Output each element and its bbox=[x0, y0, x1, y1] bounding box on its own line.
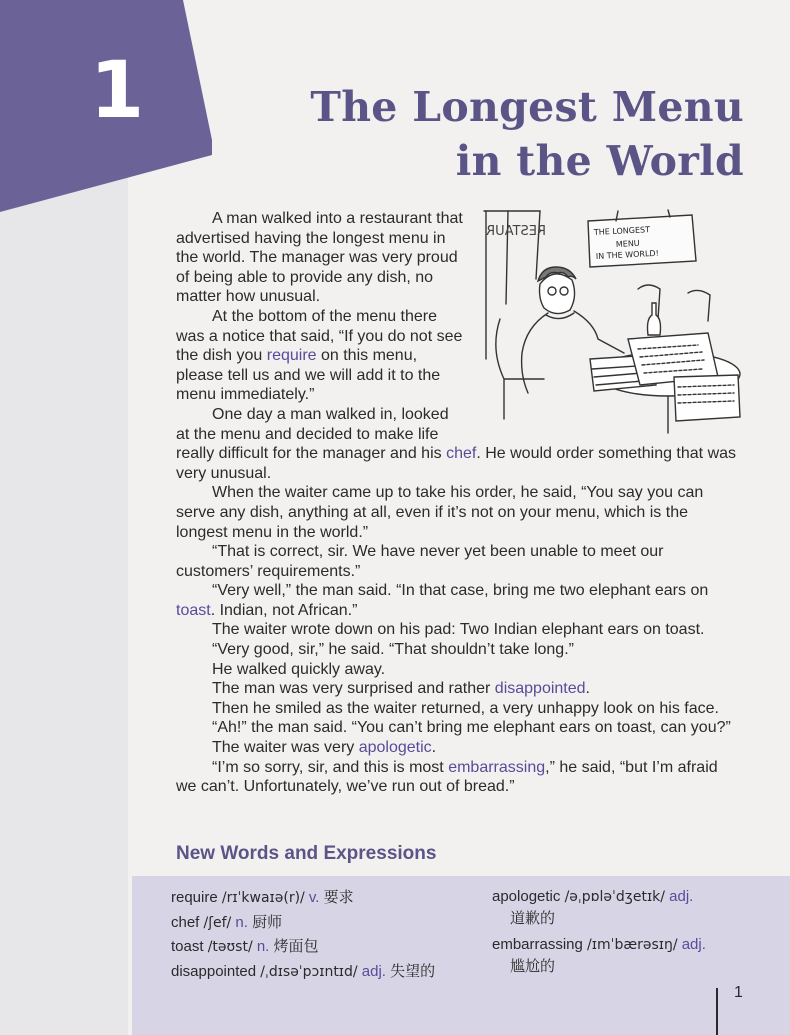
page-number: 1 bbox=[734, 984, 743, 1001]
page-number-rule bbox=[716, 988, 718, 1035]
vocab-entry: require /rɪˈkwaɪə(r)/ v. 要求 bbox=[171, 889, 354, 906]
paragraph-12: “Ah!” the man said. “You can’t bring me elephant ears on toast, can you?” bbox=[212, 719, 731, 737]
vocab-column-left bbox=[171, 886, 496, 984]
vocab-highlight: embarrassing bbox=[448, 758, 546, 776]
restaurant-illustration bbox=[478, 209, 742, 436]
sign-line-1: THE LONGEST bbox=[593, 225, 651, 237]
vocab-highlight: toast bbox=[176, 601, 211, 619]
chapter-number: 1 bbox=[89, 46, 145, 136]
paragraph-3: One day a man walked in, looked at the menu and decided to make life really difficult for the manager and his chef. He would order something that was very unusual. bbox=[176, 405, 737, 482]
vocab-entry: toast /təʊst/ n. 烤面包 bbox=[171, 938, 319, 955]
paragraph-2: At the bottom of the menu there was a notice that said, “If you do not see the dish you require on this menu, please tell us and we will add it to the menu immediately.” bbox=[176, 307, 463, 404]
vocab-entry: apologetic /əˌpɒləˈdʒetɪk/ adj. 道歉的 bbox=[492, 888, 694, 927]
vocabulary-panel bbox=[132, 876, 790, 1035]
vocab-highlight: apologetic bbox=[358, 739, 432, 757]
window-lettering: RESTAUR bbox=[486, 224, 546, 239]
paragraph-1: A man walked into a restaurant that advertised having the longest menu in the world. The manager was very proud of being able to provide any dish, no matter how unusual. bbox=[176, 210, 463, 306]
paragraph-14: “I’m so sorry, sir, and this is most embarrassing,” he said, “but I’m afraid we can’t. Unfortunately, we’ve run out of bread.” bbox=[176, 758, 718, 796]
paragraph-6: “Very well,” the man said. “In that case, bring me two elephant ears on toast. Indian, not African.” bbox=[176, 582, 709, 619]
paragraph-8: “Very good, sir,” he said. “That shouldn’t take long.” bbox=[212, 641, 574, 659]
title-line-1: The Longest Menu bbox=[310, 83, 744, 131]
paragraph-9: He walked quickly away. bbox=[212, 660, 386, 678]
vocab-highlight: chef bbox=[446, 445, 477, 463]
new-words-heading: New Words and Expressions bbox=[176, 843, 437, 864]
vocab-entry: chef /ʃef/ n. 厨师 bbox=[171, 913, 283, 931]
story-text bbox=[176, 209, 742, 797]
vocab-column-right bbox=[492, 886, 752, 982]
title-line-2: in the World bbox=[455, 137, 744, 185]
vocab-highlight: require bbox=[266, 347, 317, 365]
paragraph-7: The waiter wrote down on his pad: Two Indian elephant ears on toast. bbox=[212, 621, 705, 639]
vocab-highlight: disappointed bbox=[494, 680, 586, 698]
paragraph-5: “That is correct, sir. We have never yet been unable to meet our customers’ requirements.” bbox=[176, 543, 664, 580]
sign-line-2: MENU bbox=[615, 238, 640, 249]
paragraph-13: The waiter was very apologetic. bbox=[212, 739, 437, 757]
paragraph-10: The man was very surprised and rather disappointed. bbox=[212, 680, 590, 698]
vocab-entry: disappointed /ˌdɪsəˈpɔɪntɪd/ adj. 失望的 bbox=[171, 962, 436, 980]
vocab-entry: embarrassing /ɪmˈbærəsɪŋ/ adj. 尴尬的 bbox=[492, 936, 706, 975]
page-title bbox=[310, 80, 744, 188]
paragraph-11: Then he smiled as the waiter returned, a very unhappy look on his face. bbox=[212, 699, 719, 717]
sign-line-3: IN THE WORLD! bbox=[595, 248, 660, 261]
paragraph-4: When the waiter came up to take his order, he said, “You say you can serve any dish, anything at all, even if it’s not on your menu, which is the longest menu in the world.” bbox=[176, 484, 704, 541]
